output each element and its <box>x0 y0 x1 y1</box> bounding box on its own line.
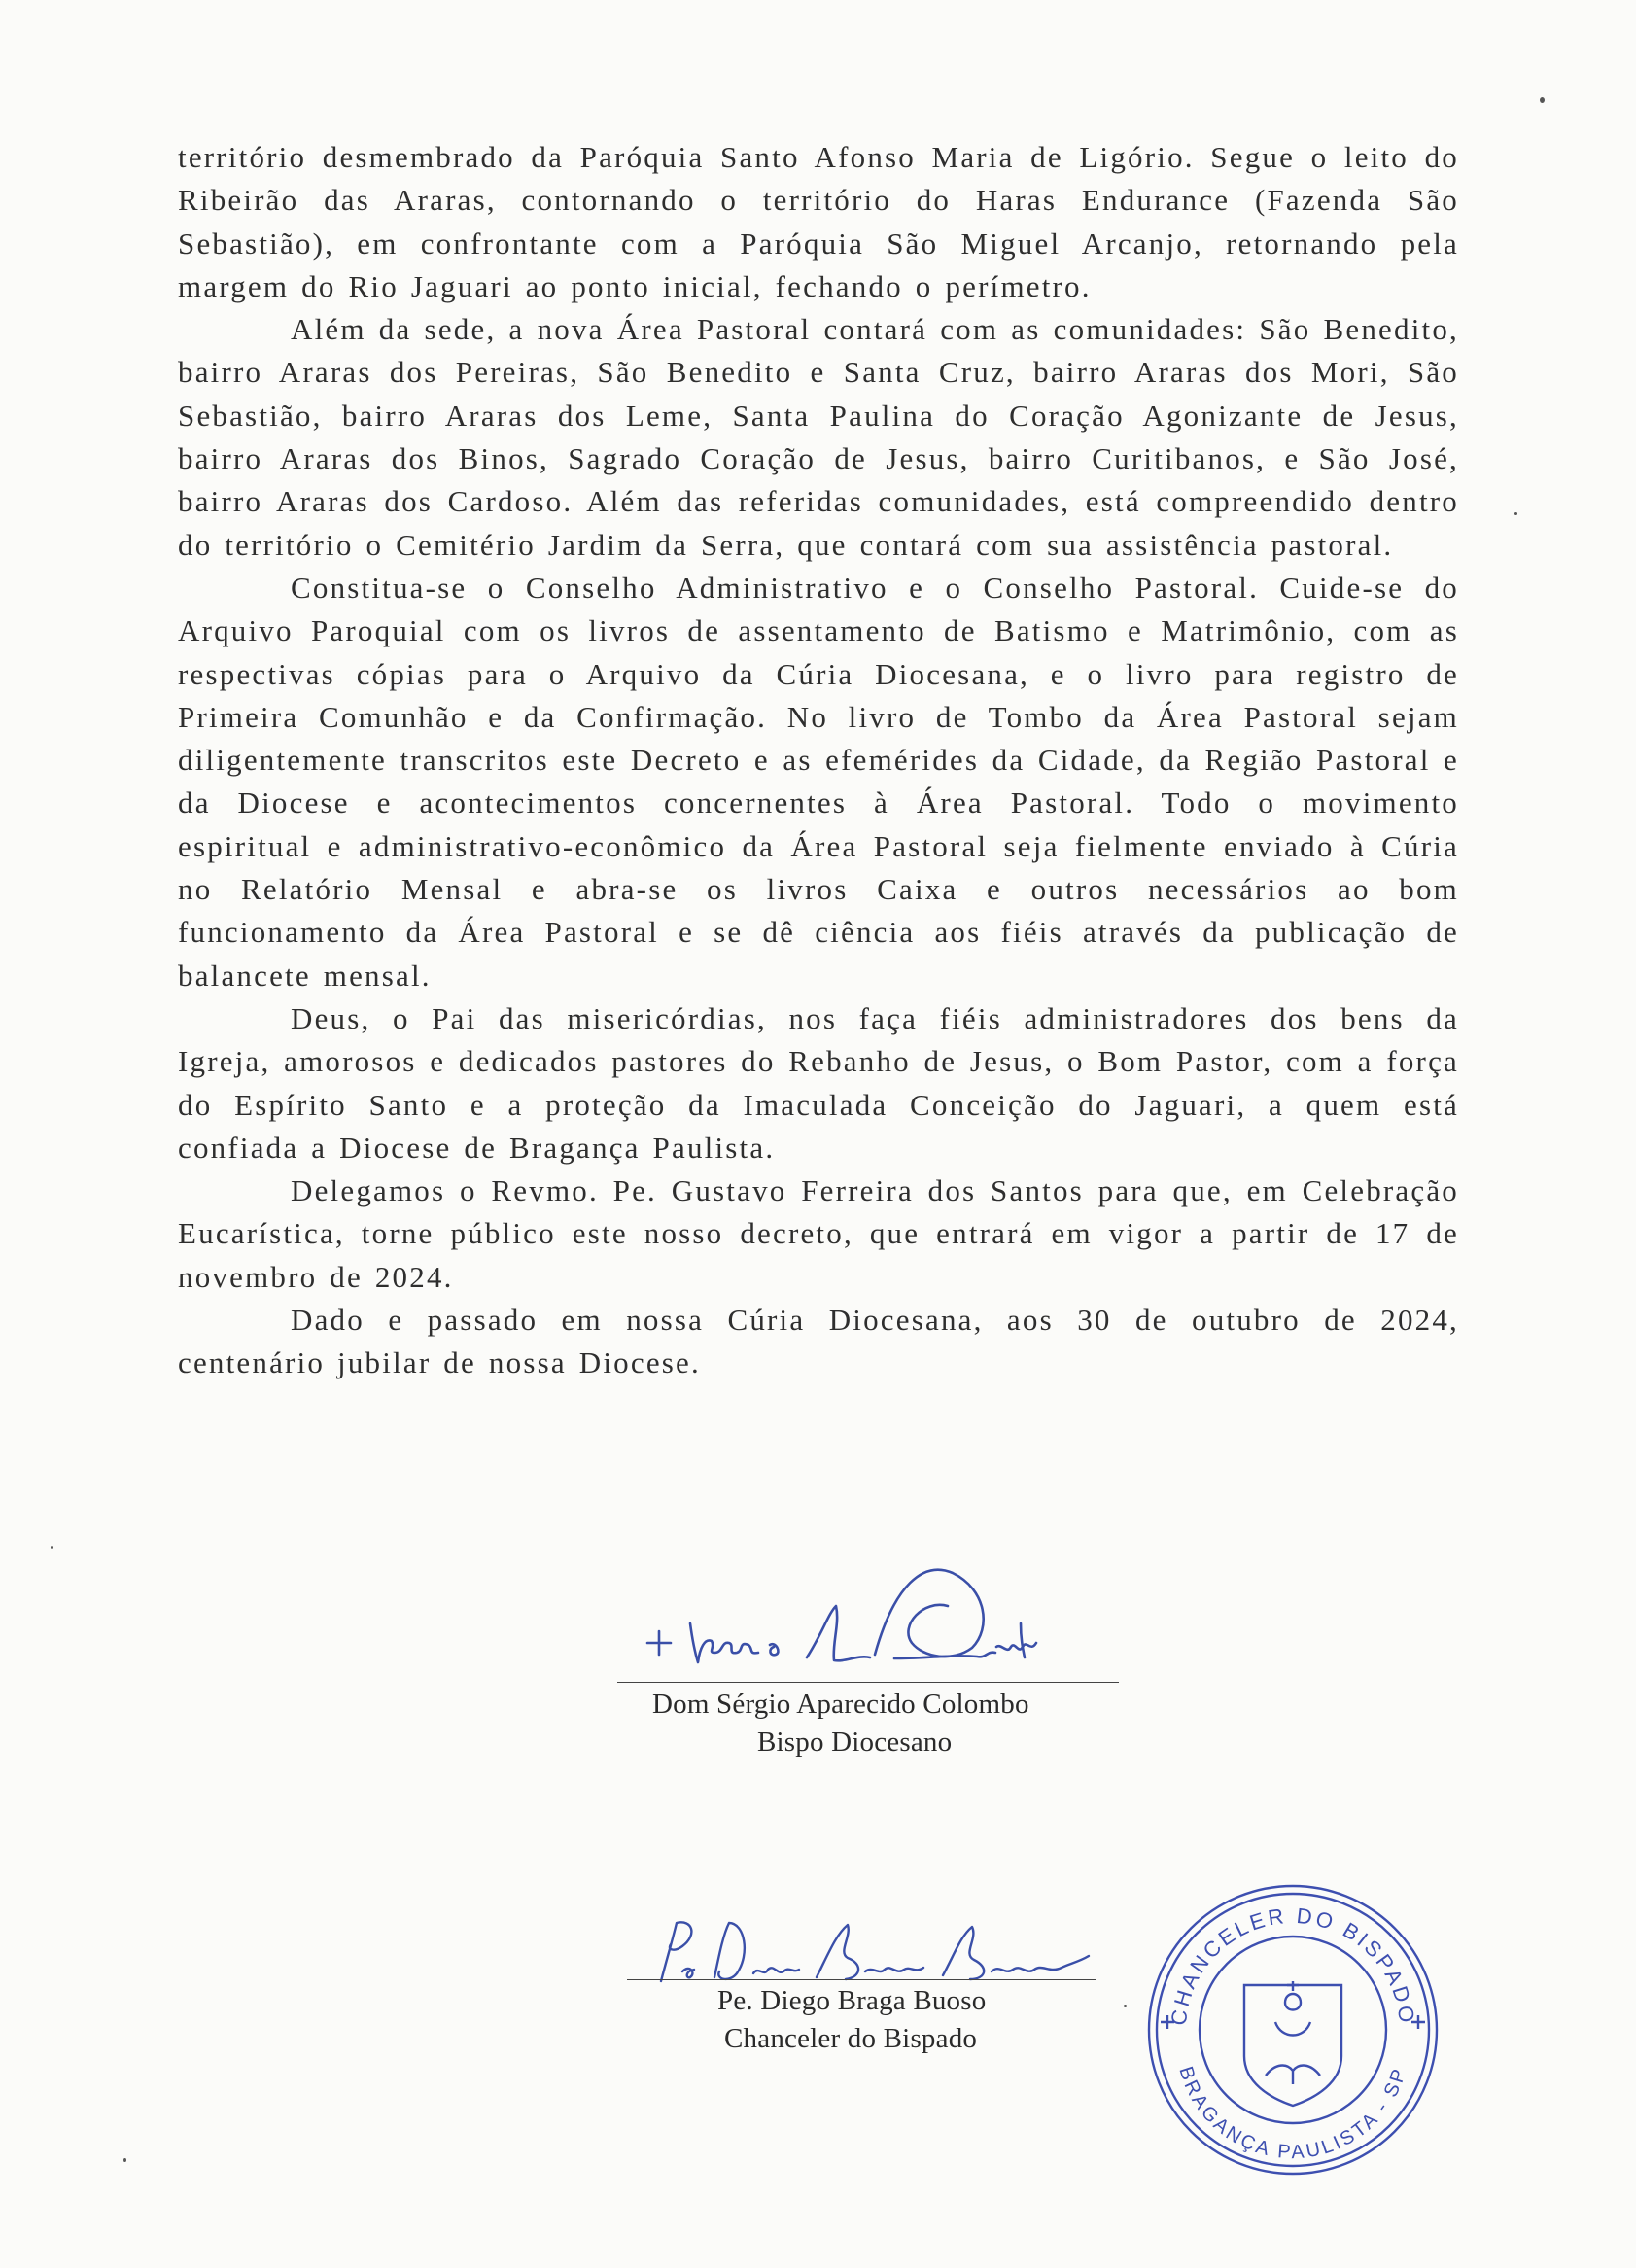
paragraph-councils: Constitua-se o Conselho Administrativo e o Conselho Pastoral. Cuide-se do Arquivo Paroquial com os livros de assentamento de Batismo e Matrimônio, com as respectivas cópias para o Arquivo da Cúria Diocesana, e o livro para registro de Primeira Comunhão e da Confirmação. No livro de Tombo da Área Pastoral sejam diligentemente transcritos este Decreto e as efemérides da Cidade, da Região Pastoral e da Diocese e acontecimentos concernentes à Área Pastoral. Todo o movimento espiritual e administrativo-econômico da Área Pastoral seja fielmente enviado à Cúria no Relatório Mensal e abra-se os livros Caixa e outros necessários ao bom funcionamento da Área Pastoral e se dê ciência aos fiéis através da publicação de balancete mensal. <box>178 570 1459 993</box>
paragraph-delegation: Delegamos o Revmo. Pe. Gustavo Ferreira dos Santos para que, em Celebração Eucarística, torne público este nosso decreto, que entrará em vigor a partir de 17 de novembro de 2024. <box>178 1173 1459 1294</box>
scan-speck <box>1514 512 1517 515</box>
chancellor-title: Chanceler do Bispado <box>724 2023 978 2054</box>
scan-speck <box>123 2158 126 2162</box>
paragraph-communities: Além da sede, a nova Área Pastoral contará com as comunidades: São Benedito, bairro Araras dos Pereiras, São Benedito e Santa Cruz, bairro Araras dos Mori, São Sebastião, bairro Araras dos Leme, Santa Paulina do Coração Agonizante de Jesus, bairro Araras dos Binos, Sagrado Coração de Jesus, bairro Curitibanos, e São José, bairro Araras dos Cardoso. Além das referidas comunidades, está compreendido dentro do território o Cemitério Jardim da Serra, que contará com sua assistência pastoral. <box>178 312 1459 562</box>
seal-top-text: CHANCELER DO BISPADO <box>1166 1902 1420 2027</box>
chancellery-seal <box>1139 1876 1446 2183</box>
scan-speck <box>1540 97 1545 103</box>
bishop-signature-line <box>617 1682 1119 1683</box>
paragraph-date: Dado e passado em nossa Cúria Diocesana, aos 30 de outubro de 2024, centenário jubilar de nossa Diocese. <box>178 1303 1459 1380</box>
paragraph-territory: território desmembrado da Paróquia Santo Afonso Maria de Ligório. Segue o leito do Ribeirão das Araras, contornando o território do Haras Endurance (Fazenda São Sebastião), em confrontante com a Paróquia São Miguel Arcanjo, retornando pela margem do Rio Jaguari ao ponto inicial, fechando o perímetro. <box>178 140 1459 303</box>
bishop-title: Bispo Diocesano <box>757 1727 953 1758</box>
chancellor-handwritten-signature <box>622 1915 1108 1993</box>
bishop-handwritten-signature <box>603 1517 1147 1696</box>
chancellor-name: Pe. Diego Braga Buoso <box>717 1985 987 2016</box>
scan-speck <box>51 1546 53 1549</box>
seal-bottom-text: BRAGANÇA PAULISTA - SP <box>1174 2064 1411 2164</box>
chancellor-signature-line <box>627 1979 1096 1980</box>
decree-body <box>178 136 1459 1385</box>
bishop-name: Dom Sérgio Aparecido Colombo <box>652 1689 1029 1720</box>
paragraph-blessing: Deus, o Pai das misericórdias, nos faça fiéis administradores dos bens da Igreja, amorosos e dedicados pastores do Rebanho de Jesus, o Bom Pastor, com a força do Espírito Santo e a proteção da Imaculada Conceição do Jaguari, a quem está confiada a Diocese de Bragança Paulista. <box>178 1000 1459 1165</box>
scan-speck <box>1124 2005 1127 2007</box>
